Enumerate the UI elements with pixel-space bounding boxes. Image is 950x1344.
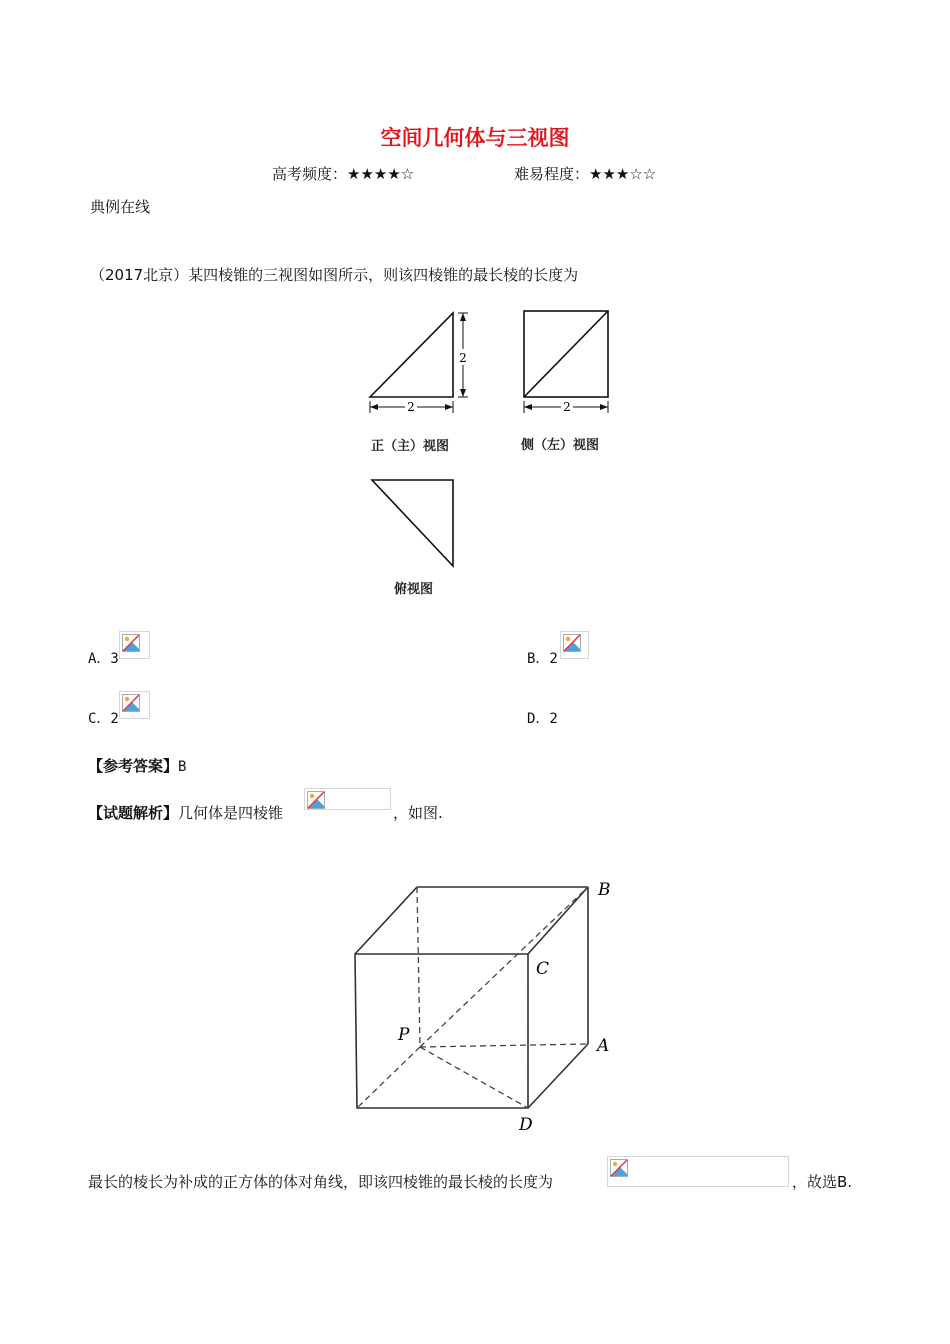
top-view-caption: 俯视图 [394, 582, 434, 597]
front-width-label: 2 [407, 400, 415, 414]
cube-top-right-edge [528, 887, 588, 954]
front-height-label: 2 [459, 351, 467, 365]
broken-image-icon [122, 634, 140, 652]
side-width-label: 2 [563, 400, 571, 414]
analysis-text: 几何体是四棱锥 [178, 804, 284, 822]
answer-tag: 【参考答案】 [88, 757, 179, 775]
frequency-label: 高考频度： [272, 165, 348, 183]
broken-image-icon [610, 1159, 628, 1177]
front-view-triangle [370, 313, 453, 397]
cube-hidden-edges [357, 887, 588, 1108]
frequency-stars: ★★★★☆ [347, 165, 415, 183]
answer-line [88, 756, 186, 777]
broken-image-icon [122, 694, 140, 712]
option-a: A．3 [88, 651, 119, 667]
top-view-figure [365, 473, 465, 573]
side-view-diagonal [524, 311, 608, 397]
broken-image-icon [563, 634, 581, 652]
difficulty-stars: ★★★☆☆ [589, 165, 657, 183]
vertex-label-a: A [597, 1036, 610, 1056]
conclusion-formula-image [607, 1156, 789, 1187]
option-a-formula-image [119, 631, 150, 659]
conclusion-text: 最长的棱长为补成的正方体的体对角线，即该四棱锥的最长棱的长度为 [88, 1173, 554, 1191]
cube-top-left-edge [355, 887, 417, 954]
conclusion-after: ，故选B. [792, 1173, 853, 1191]
option-b-formula-image [560, 631, 589, 659]
vertex-label-d: D [519, 1115, 533, 1135]
question-text: （2017北京）某四棱锥的三视图如图所示，则该四棱锥的最长棱的长度为 [90, 266, 579, 284]
broken-image-icon [307, 791, 325, 809]
analysis-line [88, 803, 283, 823]
answer-value: B [178, 759, 187, 775]
top-view-triangle [372, 480, 453, 566]
frequency-rating [272, 163, 414, 184]
cube-diagram [340, 870, 630, 1140]
page-title: 空间几何体与三视图 [380, 126, 570, 150]
difficulty-rating [514, 163, 656, 184]
front-view-figure [360, 305, 480, 415]
analysis-tag: 【试题解析】 [88, 804, 179, 822]
difficulty-label: 难易程度： [514, 165, 590, 183]
cube-bottom-right-edge [528, 1044, 588, 1108]
vertex-label-c: C [536, 959, 550, 979]
section-label: 典例在线 [90, 198, 151, 216]
option-b: B．2 [527, 651, 558, 667]
option-d: D．2 [527, 711, 558, 727]
vertex-label-b: B [598, 880, 611, 900]
analysis-formula-image [304, 788, 391, 810]
side-view-caption: 侧（左）视图 [521, 438, 600, 453]
option-c-formula-image [119, 691, 150, 719]
front-view-caption: 正（主）视图 [371, 439, 450, 454]
side-view-figure [515, 305, 620, 415]
analysis-after: ，如图. [393, 804, 443, 822]
option-c: C．2 [88, 711, 119, 727]
vertex-label-p: P [398, 1025, 410, 1045]
